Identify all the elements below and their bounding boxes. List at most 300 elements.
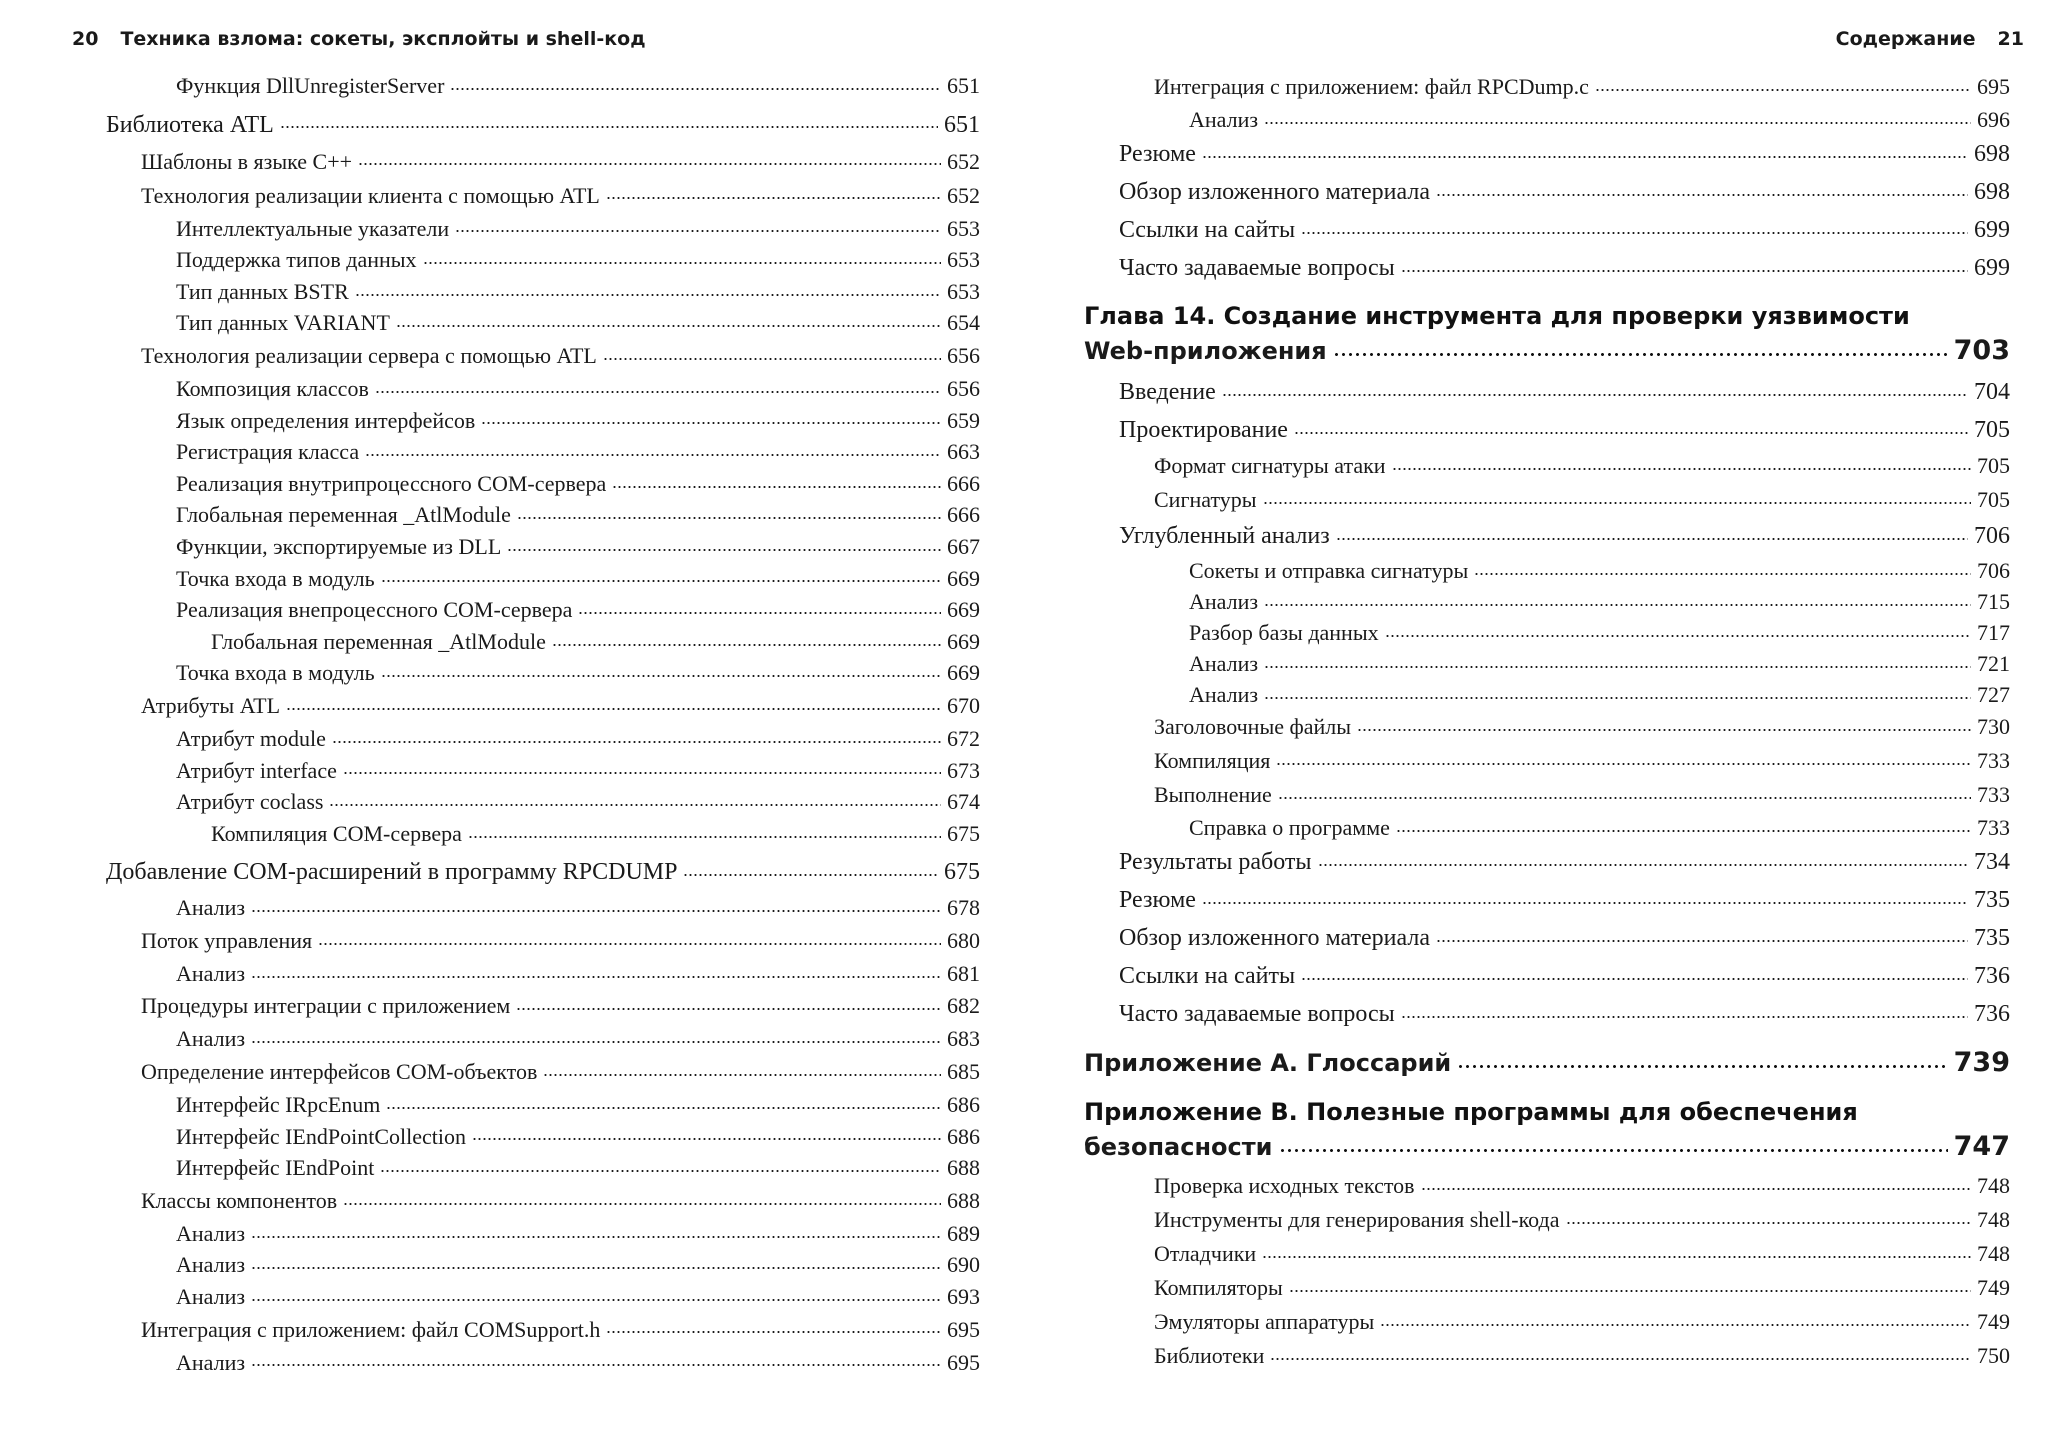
toc-entry [1084,919,2010,957]
toc-entry [1084,744,2010,778]
right-page-number: 21 [1997,28,2024,50]
right-toc [1084,70,2010,1373]
toc-entry-title: Проектирование [1119,417,1288,443]
toc-entry [1084,411,2010,449]
toc-entry-page: 696 [1977,107,2010,132]
toc-entry-page: 666 [947,502,980,528]
toc-entry [106,405,980,437]
dot-leader [280,105,938,129]
dot-leader [1385,616,1971,638]
dot-leader [507,530,941,552]
toc-entry [106,853,980,892]
dot-leader [1396,811,1971,833]
toc-entry-title: Проверка исходных текстов [1154,1173,1415,1198]
toc-entry-page: 675 [947,820,980,846]
toc-entry [1084,483,2010,517]
toc-entry-title: Сокеты и отправка сигнатуры [1189,558,1469,583]
toc-entry-page: 656 [947,375,980,401]
toc-entry-title: Резюме [1119,887,1196,913]
toc-entry [1084,373,2010,411]
toc-entry-page: 699 [1974,217,2010,243]
toc-entry-page: 675 [944,859,980,886]
toc-entry-title: Реализация внутрипроцессного COM-сервера [176,470,607,496]
toc-entry-title: Функции, экспортируемые из DLL [176,533,502,559]
dot-leader [358,144,941,166]
toc-entry-title: Библиотека ATL [106,111,274,138]
toc-entry [106,531,980,563]
dot-leader [396,306,941,328]
toc-entry-title: Интеграция с приложением: файл COMSupport.h [141,1316,601,1342]
toc-entry-page: 651 [947,73,980,98]
toc-entry [106,1023,980,1055]
toc-entry-title: Анализ [1189,589,1259,614]
toc-entry [1084,1271,2010,1305]
toc-entry [106,563,980,595]
toc-entry-title: Справка о программе [1189,815,1390,840]
toc-entry-title: Тип данных BSTR [176,278,349,304]
dot-leader [365,435,941,457]
toc-entry [1084,517,2010,555]
dot-leader [1202,135,1968,159]
toc-entry-title: Поддержка типов данных [176,247,417,273]
toc-entry [1084,173,2010,211]
toc-entry [1084,778,2010,812]
dot-leader [1264,678,1971,700]
dot-leader [251,1280,941,1302]
toc-entry [106,145,980,179]
toc-entry-page: 666 [947,470,980,496]
toc-entry-title: Глобальная переменная _AtlModule [176,502,511,528]
dot-leader [1279,1129,1948,1153]
toc-entry-title: Процедуры интеграции с приложением [141,993,511,1019]
toc-entry [106,213,980,245]
appendix-a-page: 739 [1953,1047,2010,1078]
toc-entry-page: 652 [947,182,980,208]
toc-entry [1084,812,2010,843]
chapter-14-page: 703 [1953,335,2010,366]
toc-entry-page: 693 [947,1284,980,1310]
toc-entry [1084,679,2010,710]
toc-entry-page: 705 [1977,453,2010,478]
toc-entry-page: 715 [1977,589,2010,614]
appendix-a-entry [1084,1045,2010,1081]
right-page [1024,0,2048,1447]
toc-entry-page: 733 [1977,782,2010,807]
toc-entry-page: 699 [1974,255,2010,281]
toc-entry [106,276,980,308]
toc-entry-page: 733 [1977,815,2010,840]
toc-entry-title: Анализ [176,1220,246,1246]
toc-entry-title: Глобальная переменная _AtlModule [211,628,546,654]
toc-entry [106,786,980,818]
toc-entry-title: Резюме [1119,141,1196,167]
toc-entry [1084,1237,2010,1271]
left-running-title: Техника взлома: сокеты, эксплойты и shell-код [120,28,646,50]
toc-entry-page: 704 [1974,379,2010,405]
toc-entry-title: Точка входа в модуль [176,660,375,686]
toc-entry-page: 683 [947,1026,980,1052]
toc-entry-page: 653 [947,278,980,304]
toc-entry-page: 735 [1974,925,2010,951]
toc-entry [106,179,980,213]
toc-entry [106,892,980,924]
toc-entry-title: Часто задаваемые вопросы [1119,1001,1395,1027]
toc-entry-page: 736 [1974,1001,2010,1027]
toc-entry-page: 750 [1977,1343,2010,1368]
toc-entry-title: Точка входа в модуль [176,565,375,591]
dot-leader [1264,103,1971,125]
toc-entry [106,818,980,850]
dot-leader [1401,995,1968,1019]
dot-leader [1380,1305,1971,1327]
toc-entry [1084,1305,2010,1339]
toc-entry-page: 667 [947,533,980,559]
right-running-head [1836,28,2024,50]
toc-entry-title: Язык определения интерфейсов [176,407,476,433]
toc-entry-page: 695 [947,1349,980,1375]
toc-entry-title: Атрибут interface [176,757,337,783]
dot-leader [251,957,941,979]
toc-entry-title: Реализация внепроцессного COM-сервера [176,597,573,623]
toc-entry-title: Функция DllUnregisterServer [176,73,445,98]
toc-entry-page: 748 [1977,1241,2010,1266]
toc-entry-page: 653 [947,215,980,241]
toc-entry [106,373,980,405]
dot-leader [343,1184,941,1206]
toc-entry-title: Атрибут module [176,725,326,751]
toc-entry [1084,648,2010,679]
toc-entry-title: Анализ [1189,682,1259,707]
toc-entry [106,468,980,500]
chapter-14-title-line2: Web-приложения [1084,337,1327,365]
left-running-head [72,28,646,50]
toc-entry [106,436,980,468]
toc-entry-page: 734 [1974,849,2010,875]
toc-entry [106,1184,980,1218]
dot-leader [606,178,941,200]
toc-entry [1084,957,2010,995]
toc-entry-title: Выполнение [1154,782,1272,807]
dot-leader [381,656,941,678]
dot-leader [1421,1169,1971,1191]
dot-leader [517,498,941,520]
dot-leader [683,853,938,877]
left-page-number: 20 [72,28,99,50]
dot-leader [1436,919,1968,943]
toc-entry [106,1055,980,1089]
toc-entry-title: Атрибуты ATL [141,692,281,718]
toc-entry-title: Определение интерфейсов COM-объектов [141,1059,538,1085]
toc-entry [106,1218,980,1250]
chapter-14-heading [1084,299,2010,369]
toc-entry [1084,104,2010,135]
dot-leader [1318,843,1969,867]
toc-entry-title: Обзор изложенного материала [1119,179,1430,205]
dot-leader [603,339,941,361]
toc-entry-title: Углубленный анализ [1119,523,1330,549]
dot-leader [606,1312,941,1334]
toc-entry-page: 706 [1977,558,2010,583]
dot-leader [251,1022,941,1044]
dot-leader [423,243,941,265]
toc-entry [1084,710,2010,744]
toc-entry-page: 659 [947,407,980,433]
toc-entry-title: Ссылки на сайты [1119,963,1296,989]
toc-entry [1084,1339,2010,1373]
toc-entry-title: Анализ [1189,651,1259,676]
dot-leader [1263,483,1971,505]
dot-leader [516,989,941,1011]
toc-entry [1084,70,2010,104]
toc-entry [106,689,980,723]
toc-entry-page: 735 [1974,887,2010,913]
toc-entry-page: 652 [947,148,980,174]
toc-entry [1084,449,2010,483]
toc-entry-title: Поток управления [141,927,313,953]
dot-leader [286,689,941,711]
toc-entry-title: Анализ [176,1284,246,1310]
toc-entry [106,499,980,531]
toc-entry-title: Композиция классов [176,375,369,401]
dot-leader [375,372,941,394]
toc-entry-page: 678 [947,895,980,921]
toc-entry-title: Добавление COM-расширений в программу RPCDUMP [106,859,678,886]
toc-block-2 [1084,373,2010,1033]
toc-entry-page: 695 [947,1316,980,1342]
toc-entry-page: 688 [947,1187,980,1213]
dot-leader [1474,554,1971,576]
toc-entry-title: Анализ [176,895,246,921]
toc-entry-page: 681 [947,960,980,986]
dot-leader [1566,1203,1972,1225]
toc-entry [106,1313,980,1347]
dot-leader [1392,449,1971,471]
dot-leader [468,817,941,839]
toc-entry-page: 730 [1977,714,2010,739]
toc-entry-title: Эмуляторы аппаратуры [1154,1309,1375,1334]
dot-leader [481,403,941,425]
toc-entry [106,106,980,145]
toc-entry-title: Формат сигнатуры атаки [1154,453,1386,478]
toc-entry [106,989,980,1023]
toc-entry-page: 673 [947,757,980,783]
dot-leader [552,625,941,647]
toc-entry-page: 695 [1977,74,2010,99]
dot-leader [1202,881,1968,905]
dot-leader [1276,744,1971,766]
toc-entry [106,1121,980,1153]
dot-leader [386,1088,941,1110]
toc-entry [1084,1169,2010,1203]
dot-leader [472,1119,941,1141]
dot-leader [1401,249,1968,273]
dot-leader [1436,173,1968,197]
dot-leader [1595,70,1971,92]
toc-entry-title: Часто задаваемые вопросы [1119,255,1395,281]
right-running-title: Содержание [1835,28,1976,50]
toc-entry-title: Библиотеки [1154,1343,1265,1368]
toc-entry-title: Компиляция COM-сервера [211,820,462,846]
toc-entry-page: 717 [1977,620,2010,645]
toc-entry-page: 669 [947,597,980,623]
chapter-14-entry [1084,333,2010,369]
dot-leader [1294,411,1968,435]
toc-entry-page: 706 [1974,523,2010,549]
dot-leader [329,785,941,807]
toc-entry-page: 721 [1977,651,2010,676]
toc-entry [106,657,980,689]
dot-leader [1264,647,1971,669]
dot-leader [380,1151,941,1173]
toc-entry-page: 698 [1974,179,2010,205]
toc-entry [1084,995,2010,1033]
dot-leader [1289,1271,1971,1293]
toc-entry-title: Результаты работы [1119,849,1312,875]
toc-entry-title: Анализ [176,960,246,986]
toc-entry [106,339,980,373]
toc-entry-page: 690 [947,1252,980,1278]
toc-entry [1084,843,2010,881]
dot-leader [251,1217,941,1239]
toc-entry [106,626,980,658]
dot-leader [1270,1339,1971,1361]
toc-entry [106,1089,980,1121]
toc-entry-page: 670 [947,692,980,718]
toc-entry-title: Классы компонентов [141,1187,338,1213]
toc-entry-title: Введение [1119,379,1216,405]
toc-entry-title: Заголовочные файлы [1154,714,1352,739]
toc-entry-title: Инструменты для генерирования shell-кода [1154,1207,1560,1232]
dot-leader [251,1345,941,1367]
toc-entry [1084,211,2010,249]
dot-leader [1301,957,1968,981]
dot-leader [1222,373,1968,397]
chapter-14-title-line1: Глава 14. Создание инструмента для проверки уязвимости [1084,302,1910,330]
toc-entry-page: 669 [947,628,980,654]
toc-entry [106,755,980,787]
dot-leader [1264,585,1971,607]
toc-entry [1084,1203,2010,1237]
toc-entry-page: 663 [947,439,980,465]
toc-entry-title: Сигнатуры [1154,487,1257,512]
dot-leader [251,891,941,913]
toc-entry-title: Интерфейс IRpcEnum [176,1092,381,1118]
dot-leader [381,561,941,583]
toc-entry-title: Ссылки на сайты [1119,217,1296,243]
toc-entry-title: Интерфейс IEndPointCollection [176,1123,466,1149]
toc-entry [1084,135,2010,173]
toc-entry [106,723,980,755]
toc-entry-page: 705 [1974,417,2010,443]
toc-entry-page: 705 [1977,487,2010,512]
toc-entry [106,958,980,990]
dot-leader [1262,1237,1971,1259]
dot-leader [1357,710,1971,732]
toc-entry-title: Технология реализации клиента с помощью ATL [141,182,600,208]
toc-entry-page: 685 [947,1059,980,1085]
dot-leader [318,924,941,946]
toc-entry [106,1249,980,1281]
dot-leader [251,1248,941,1270]
dot-leader [1457,1045,1947,1069]
toc-entry-page: 653 [947,247,980,273]
toc-entry-page: 688 [947,1155,980,1181]
toc-entry-page: 672 [947,725,980,751]
toc-entry-title: Компиляция [1154,748,1271,773]
dot-leader [1301,211,1968,235]
toc-entry-title: Интеграция с приложением: файл RPCDump.c [1154,74,1589,99]
toc-entry-page: 669 [947,565,980,591]
toc-entry-page: 682 [947,993,980,1019]
dot-leader [1336,517,1968,541]
dot-leader [450,69,941,91]
toc-entry-title: Обзор изложенного материала [1119,925,1430,951]
toc-block-3 [1084,1169,2010,1373]
appendix-b-title-line2: безопасности [1084,1133,1273,1161]
toc-entry-title: Регистрация класса [176,439,360,465]
toc-entry-page: 748 [1977,1207,2010,1232]
toc-entry [1084,881,2010,919]
toc-entry-title: Анализ [176,1026,246,1052]
toc-entry-title: Анализ [1189,107,1259,132]
appendix-b-page: 747 [1953,1131,2010,1162]
toc-entry [1084,249,2010,287]
toc-entry [106,1152,980,1184]
dot-leader [612,467,941,489]
toc-entry-page: 727 [1977,682,2010,707]
toc-entry-title: Компиляторы [1154,1275,1283,1300]
toc-entry-page: 748 [1977,1173,2010,1198]
toc-entry-page: 680 [947,927,980,953]
toc-entry-page: 736 [1974,963,2010,989]
toc-entry-title: Интеллектуальные указатели [176,215,450,241]
toc-entry-title: Технология реализации сервера с помощью ATL [141,342,597,368]
toc-entry-page: 749 [1977,1275,2010,1300]
appendix-a-heading [1084,1045,2010,1081]
toc-entry-page: 733 [1977,748,2010,773]
toc-entry [106,307,980,339]
toc-entry-page: 689 [947,1220,980,1246]
toc-entry-page: 686 [947,1092,980,1118]
toc-entry-page: 686 [947,1123,980,1149]
dot-leader [1333,333,1948,357]
toc-entry [106,1281,980,1313]
toc-entry [106,244,980,276]
toc-entry [106,594,980,626]
toc-entry-title: Шаблоны в языке C++ [141,148,353,174]
dot-leader [1278,778,1971,800]
toc-entry-page: 669 [947,660,980,686]
appendix-b-heading [1084,1095,2010,1165]
toc-entry [106,924,980,958]
toc-entry [1084,555,2010,586]
dot-leader [332,722,941,744]
toc-entry-page: 651 [944,111,980,138]
toc-entry-title: Анализ [176,1252,246,1278]
toc-entry-page: 749 [1977,1309,2010,1334]
dot-leader [578,593,941,615]
dot-leader [343,753,941,775]
toc-entry-title: Отладчики [1154,1241,1257,1266]
appendix-a-title: Приложение А. Глоссарий [1084,1049,1452,1077]
appendix-b-entry [1084,1129,2010,1165]
appendix-b-title-line1: Приложение B. Полезные программы для обеспечения [1084,1098,1858,1126]
dot-leader [455,211,941,233]
toc-entry-title: Атрибут coclass [176,789,324,815]
toc-block-1 [1084,70,2010,287]
toc-entry-page: 674 [947,789,980,815]
dot-leader [543,1055,941,1077]
